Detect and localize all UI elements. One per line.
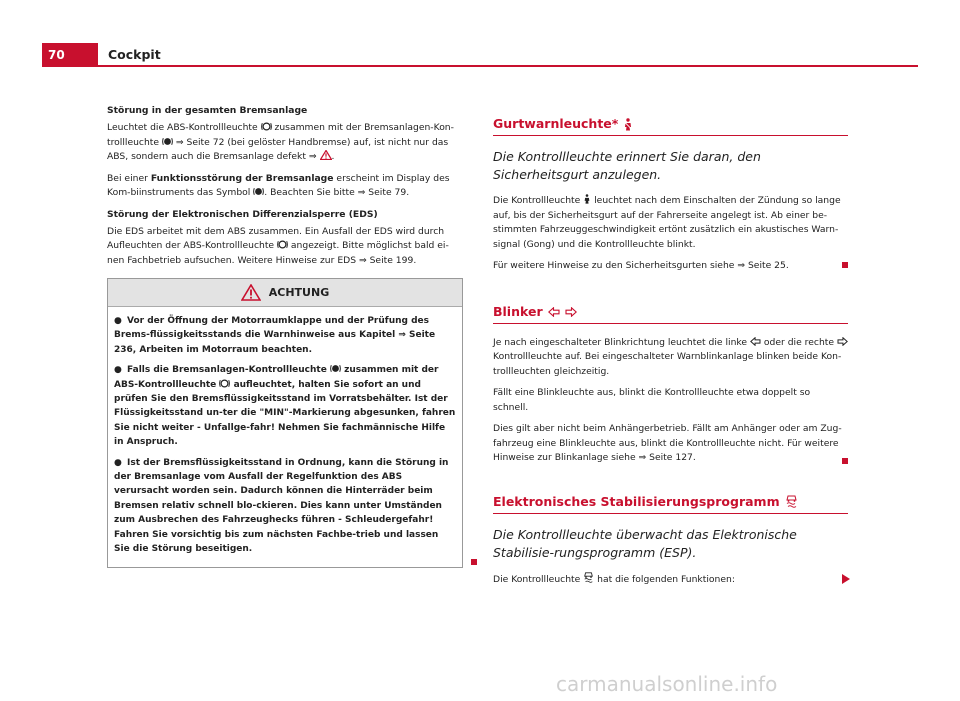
turn-left-icon	[750, 337, 761, 346]
warning-item: ● Falls die Bremsanlagen-Kontrollleuchte zusammen mit der ABS-Kontrollleuchte aufleuchtet, halten Sie sofort an und prüfen Sie den Bremsflüssigkeitsstand im Vorratsbehälter. Ist der Flüssigkeitsstand un-ter die "MIN"-Markierung abgesunken, fahren Sie nicht weiter - Unfallge-fahr! Nehmen Sie fachmännische Hilfe in Anspruch.	[114, 365, 456, 448]
turn-left-icon	[548, 307, 560, 317]
section-end-marker	[842, 262, 848, 268]
paragraph-seatbelt-reference: Für weitere Hinweise zu den Sicherheitsgurten siehe ⇒ Seite 25.	[493, 259, 848, 274]
warning-title: ACHTUNG	[268, 286, 330, 299]
right-column	[493, 113, 848, 594]
seatbelt-icon	[623, 118, 633, 131]
seatbelt-subtitle: Die Kontrollleuchte erinnert Sie daran, den Sicherheitsgurt anzulegen.	[493, 149, 761, 182]
section-title-esp: Elektronisches Stabilisierungsprogramm	[493, 491, 848, 514]
turn-right-icon	[837, 337, 848, 346]
warning-triangle-icon	[320, 150, 332, 160]
warning-body	[108, 307, 462, 567]
turn-right-icon	[565, 307, 577, 317]
seatbelt-icon	[583, 194, 591, 204]
brake-icon	[253, 187, 264, 196]
paragraph-trailer: Dies gilt aber nicht beim Anhängerbetrieb. Fällt am Anhänger oder am Zug-fahrzeug eine Blinkleuchte aus, blinkt die Kontrollleuchte nicht. Für weitere Hinweise zur Blinkanlage siehe ⇒ Seite 127.	[493, 422, 848, 466]
paragraph-seatbelt: Die Kontrollleuchte leuchtet nach dem Einschalten der Zündung so lange auf, bis der Sicherheitsgurt auf der Fahrerseite angelegt ist. Ab einer be-stimmten Fahrzeuggeschwindigkeit ertönt zusätzlich ein akustisches Warn-signal (Gong) und die Kontrollleuchte blinkt.	[493, 195, 841, 250]
paragraph-turn-signal: Je nach eingeschalteter Blinkrichtung leuchtet die linke oder die rechte Kontrollleuchte auf. Bei eingeschalteter Warnblinkanlage blinken beide Kon-trollleuchten gleichzeitig.	[493, 336, 848, 380]
paragraph-function-fault: Bei einer Funktionsstörung der Bremsanlage erscheint im Display des Kom-biinstruments das Symbol . Beachten Sie bitte ⇒ Seite 79.	[107, 172, 450, 198]
abs-icon	[261, 122, 272, 131]
section-title-seatbelt: Gurtwarnleuchte*	[493, 113, 848, 136]
page-header	[42, 43, 918, 67]
esp-icon	[583, 572, 594, 583]
warning-triangle-icon	[241, 284, 261, 301]
paragraph-turn-signal-fault: Fällt eine Blinkleuchte aus, blinkt die Kontrollleuchte etwa doppelt so schnell.	[493, 387, 811, 413]
warning-header	[108, 279, 462, 307]
header-rule	[98, 65, 918, 67]
paragraph-eds: Die EDS arbeitet mit dem ABS zusammen. Ein Ausfall der EDS wird durch Aufleuchten der ABS-Kontrollleuchte angezeigt. Bitte möglichst bald ei-nen Fachbetrieb aufsuchen. Weitere Hinweise zur EDS ⇒ Seite 199.	[107, 225, 449, 266]
section-end-marker	[842, 458, 848, 464]
left-column	[107, 104, 463, 568]
esp-subtitle: Die Kontrollleuchte überwacht das Elektronische Stabilisie-rungsprogramm (ESP).	[493, 526, 797, 560]
watermark: carmanualsonline.info	[556, 672, 778, 696]
section-end-marker	[471, 559, 477, 565]
heading-eds: Störung der Elektronischen Differenzialsperre (EDS)	[107, 208, 378, 220]
heading-brake-failure: Störung in der gesamten Bremsanlage	[107, 105, 308, 116]
abs-icon	[219, 379, 230, 388]
section-title-turn-signal: Blinker	[493, 301, 848, 324]
brake-icon	[162, 137, 173, 146]
page-number: 70	[42, 43, 98, 67]
paragraph-brake-failure: Leuchtet die ABS-Kontrollleuchte zusammen mit der Bremsanlagen-Kon-trollleuchte ⇒ Seite 72 (bei gelöster Handbremse) auf, ist nicht nur das ABS, sondern auch die Bremsanlage defekt ⇒ .	[107, 122, 454, 162]
warning-item: ● Vor der Öffnung der Motorraumklappe und der Prüfung des Brems-flüssigkeitsstands die Warnhinweise aus Kapitel ⇒ Seite 236, Arbeiten im Motorraum beachten.	[114, 316, 436, 355]
abs-icon	[277, 240, 288, 249]
warning-item: ● Ist der Bremsflüssigkeitsstand in Ordnung, kann die Störung in der Bremsanlage vom Ausfall der Regelfunktion des ABS verursacht worden sein. Dadurch können die Hinterräder beim Bremsen relativ schnell blo-ckieren. Dies kann unter Umständen zum Ausbrechen des Fahrzeughecks führen - Schleudergefahr! Fahren Sie vorsichtig bis zum nächsten Fachbe-trieb und lassen Sie die Störung beseitigen.	[114, 457, 449, 555]
warning-box	[107, 278, 463, 568]
paragraph-esp: Die Kontrollleuchte hat die folgenden Funktionen:	[493, 572, 848, 588]
esp-icon	[785, 495, 798, 508]
chapter-title: Cockpit	[108, 47, 161, 62]
brake-icon	[330, 364, 341, 373]
continue-arrow-icon	[842, 574, 850, 584]
